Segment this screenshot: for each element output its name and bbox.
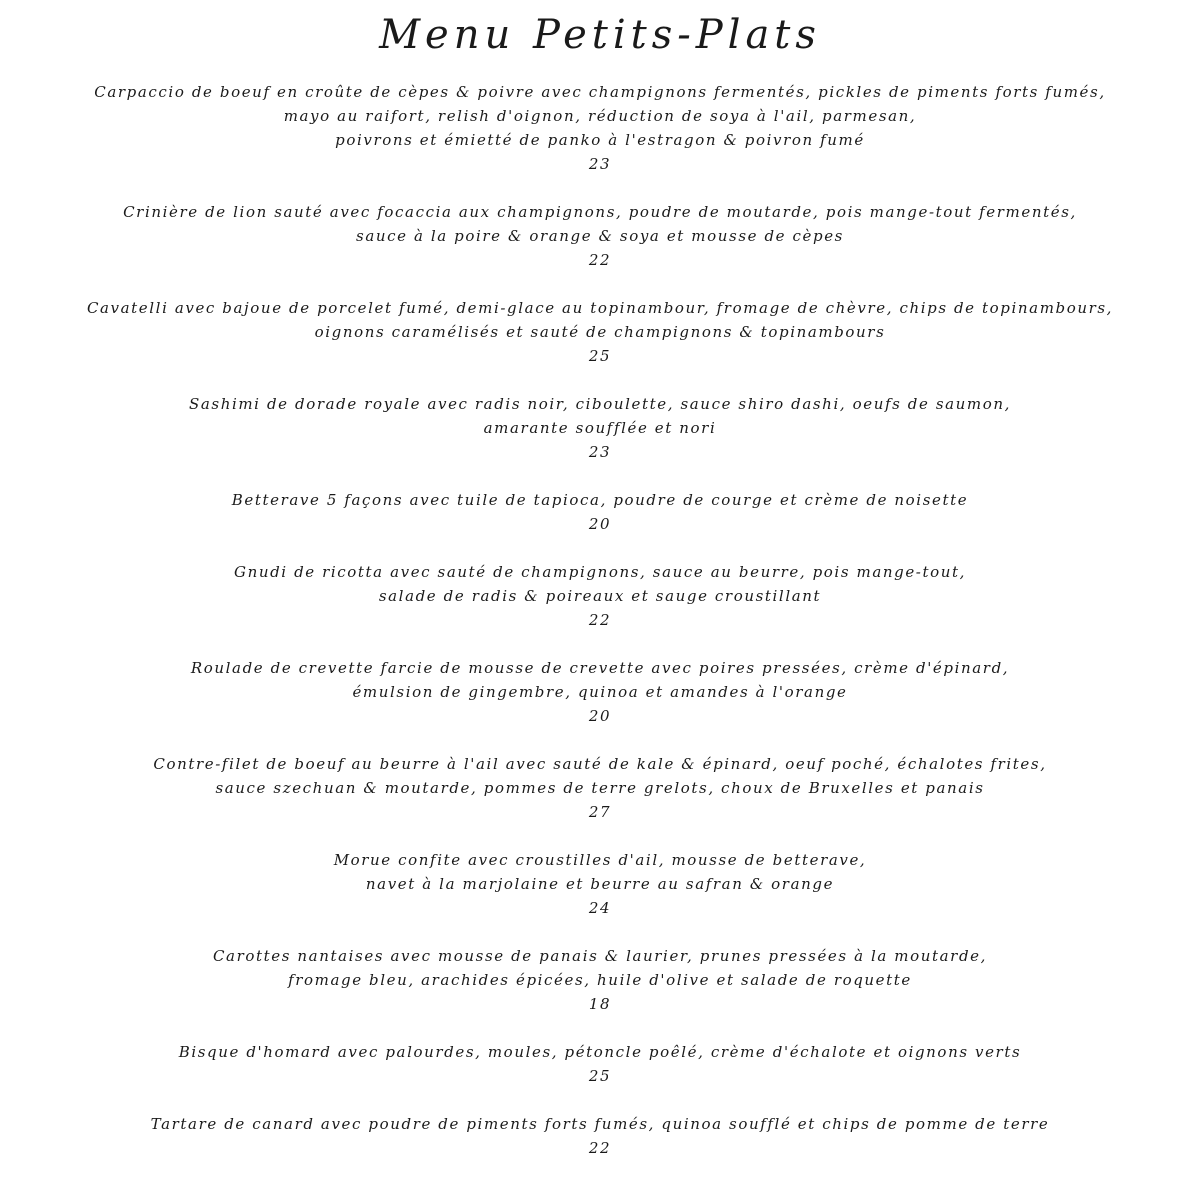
- menu-item: [0, 560, 1200, 632]
- menu-item-price: 22: [588, 611, 612, 629]
- menu-item-description-line: Contre-filet de boeuf au beurre à l'ail avec sauté de kale & épinard, oeuf poché, échalotes frites,: [153, 755, 1047, 773]
- menu-item-description-line: Sashimi de dorade royale avec radis noir, ciboulette, sauce shiro dashi, oeufs de saumon,: [188, 395, 1011, 413]
- menu-item-price: 20: [588, 707, 612, 725]
- menu-item-price: 22: [588, 1139, 612, 1157]
- menu-item-description-line: Bisque d'homard avec palourdes, moules, pétoncle poêlé, crème d'échalote et oignons verts: [178, 1043, 1022, 1061]
- menu-item-price: 27: [588, 803, 612, 821]
- menu-item-description-line: amarante soufflée et nori: [483, 419, 717, 437]
- menu-item-description-line: sauce szechuan & moutarde, pommes de terre grelots, choux de Bruxelles et panais: [215, 779, 985, 797]
- menu-item-price: 25: [588, 347, 612, 365]
- menu-item: [0, 656, 1200, 728]
- menu-item: [0, 488, 1200, 536]
- menu-item-description-line: émulsion de gingembre, quinoa et amandes à l'orange: [352, 683, 848, 701]
- menu-item-description-line: fromage bleu, arachides épicées, huile d'olive et salade de roquette: [288, 971, 912, 989]
- menu-item-price: 20: [588, 515, 612, 533]
- menu-item-price: 22: [588, 251, 612, 269]
- menu-item-description-line: Carpaccio de boeuf en croûte de cèpes & poivre avec champignons fermentés, pickles de piments forts fumés,: [94, 83, 1106, 101]
- menu-item-description-line: Tartare de canard avec poudre de piments forts fumés, quinoa soufflé et chips de pomme de terre: [150, 1115, 1050, 1133]
- menu-item: [0, 296, 1200, 368]
- menu-item-description-line: sauce à la poire & orange & soya et mousse de cèpes: [356, 227, 844, 245]
- menu-item: [0, 392, 1200, 464]
- menu-item: [0, 80, 1200, 176]
- menu-item-price: 25: [588, 1067, 612, 1085]
- menu-item-description-line: Cavatelli avec bajoue de porcelet fumé, demi-glace au topinambour, fromage de chèvre, chips de topinambours,: [86, 299, 1114, 317]
- menu-item-description-line: Roulade de crevette farcie de mousse de crevette avec poires pressées, crème d'épinard,: [190, 659, 1010, 677]
- menu-item-price: 18: [588, 995, 612, 1013]
- menu-item-description-line: Crinière de lion sauté avec focaccia aux champignons, poudre de moutarde, pois mange-tout fermentés,: [123, 203, 1077, 221]
- menu-item-description-line: Carottes nantaises avec mousse de panais & laurier, prunes pressées à la moutarde,: [212, 947, 988, 965]
- menu-item-price: 23: [588, 443, 612, 461]
- menu-item-list: [0, 80, 1200, 1160]
- menu-item-description-line: poivrons et émietté de panko à l'estragon & poivron fumé: [335, 131, 865, 149]
- menu-item-description-line: Gnudi de ricotta avec sauté de champignons, sauce au beurre, pois mange-tout,: [234, 563, 966, 581]
- menu-item: [0, 944, 1200, 1016]
- menu-item: [0, 752, 1200, 824]
- menu-item: [0, 1112, 1200, 1160]
- menu-item-price: 24: [588, 899, 612, 917]
- menu-item-description-line: oignons caramélisés et sauté de champignons & topinambours: [314, 323, 886, 341]
- menu-item-description-line: Morue confite avec croustilles d'ail, mousse de betterave,: [333, 851, 867, 869]
- menu-item-description-line: Betterave 5 façons avec tuile de tapioca, poudre de courge et crème de noisette: [231, 491, 969, 509]
- menu-item: [0, 1040, 1200, 1088]
- menu-item-description-line: mayo au raifort, relish d'oignon, réduction de soya à l'ail, parmesan,: [283, 107, 917, 125]
- menu-item-price: 23: [588, 155, 612, 173]
- menu-item: [0, 200, 1200, 272]
- menu-item: [0, 848, 1200, 920]
- menu-item-description-line: salade de radis & poireaux et sauge croustillant: [378, 587, 822, 605]
- menu-item-description-line: navet à la marjolaine et beurre au safran & orange: [365, 875, 835, 893]
- menu-title: Menu Petits-Plats: [379, 12, 821, 58]
